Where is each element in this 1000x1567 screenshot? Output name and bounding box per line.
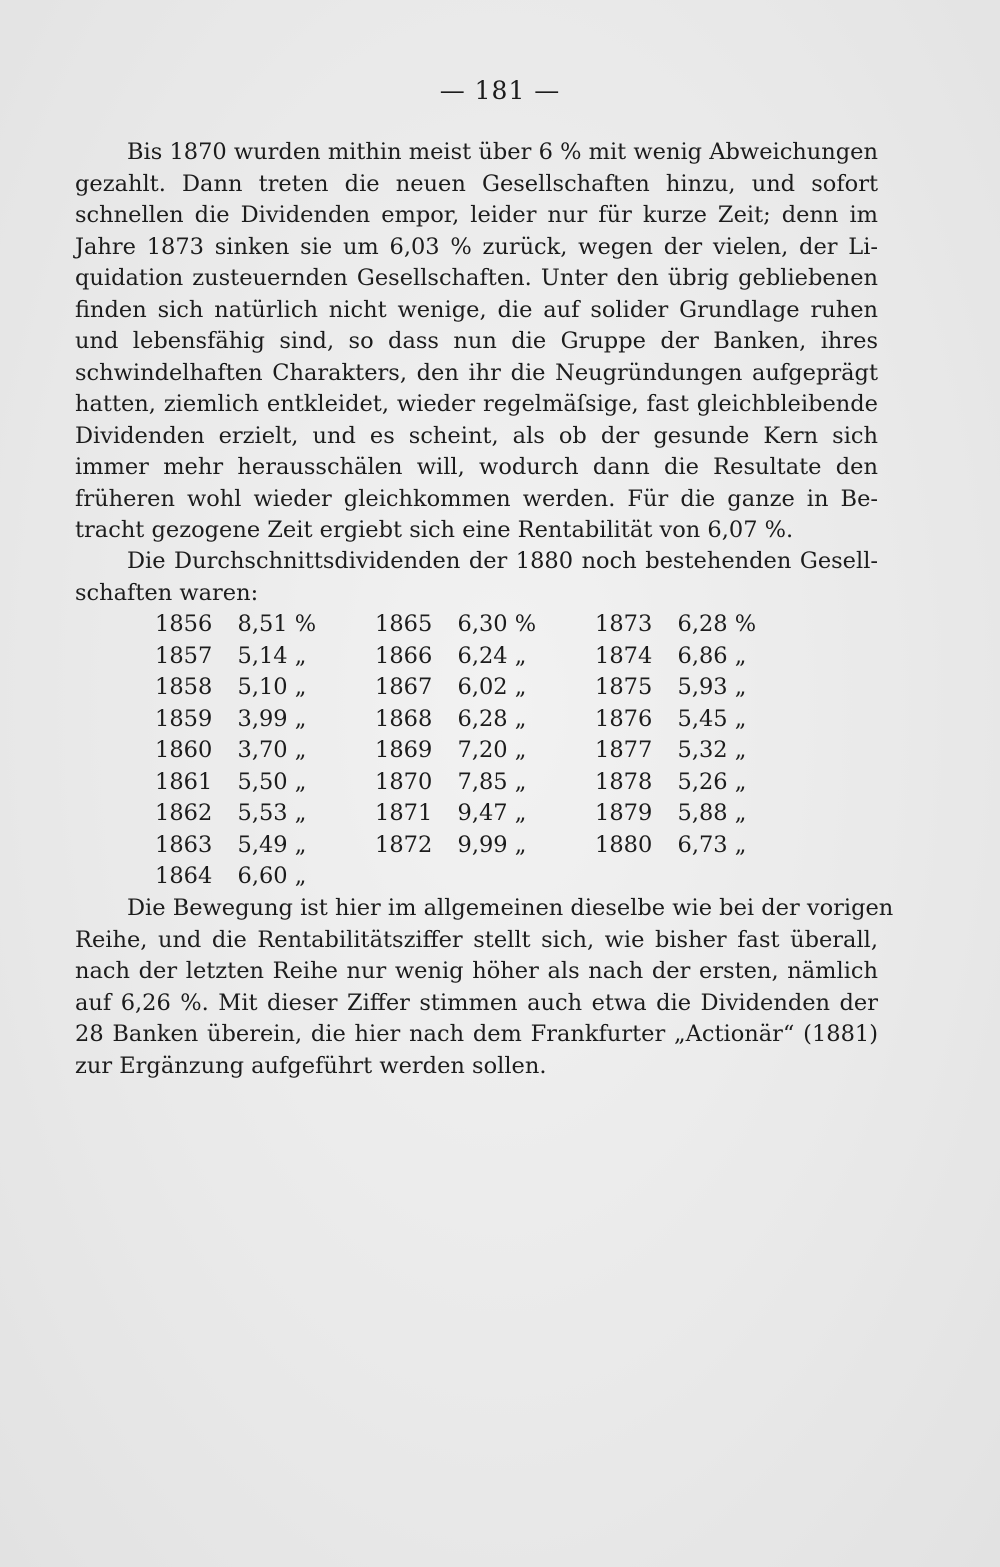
table-row bbox=[155, 798, 815, 830]
table-value: 5,14 „ bbox=[237, 642, 307, 669]
table-year: 1867 bbox=[375, 674, 433, 700]
table-value: 6,60 „ bbox=[237, 863, 307, 889]
table-year: 1871 bbox=[375, 800, 433, 826]
table-value: 6,30 % bbox=[457, 611, 537, 637]
table-year: 1859 bbox=[155, 705, 213, 732]
table-value: 5,45 „ bbox=[677, 705, 747, 732]
table-value: 9,99 „ bbox=[457, 831, 527, 858]
table-year bbox=[375, 861, 458, 893]
table-year: 1860 bbox=[155, 737, 213, 763]
table-value: 5,32 „ bbox=[677, 737, 747, 763]
table-year: 1878 bbox=[595, 768, 653, 795]
table-value: 5,53 „ bbox=[237, 800, 307, 826]
paragraph-table-intro bbox=[75, 546, 878, 609]
text-line: Dividenden erzielt, und es scheint, als ob der gesunde Kern sich bbox=[75, 422, 878, 449]
text-line: schnellen die Dividenden empor, leider nur für kurze Zeit; denn im bbox=[75, 202, 878, 228]
table-year: 1862 bbox=[155, 800, 213, 826]
table-year bbox=[595, 861, 678, 893]
table-year: 1875 bbox=[595, 674, 653, 700]
table-year: 1868 bbox=[375, 705, 433, 732]
table-year: 1857 bbox=[155, 642, 213, 669]
text-line: früheren wohl wieder gleichkommen werden. Für die ganze in Be- bbox=[75, 485, 878, 512]
table-row bbox=[155, 609, 815, 641]
table-value: 5,88 „ bbox=[677, 800, 747, 826]
text-line: Reihe, und die Rentabilitätsziffer stellt sich, wie bisher fast überall, bbox=[75, 926, 878, 953]
table-value: 9,47 „ bbox=[457, 800, 527, 826]
text-line: schwindelhaften Charakters, den ihr die Neugründungen aufgeprägt bbox=[75, 359, 878, 386]
table-year: 1872 bbox=[375, 831, 433, 858]
table-value: 3,99 „ bbox=[237, 705, 307, 732]
table-year: 1874 bbox=[595, 642, 653, 669]
table-value: 6,24 „ bbox=[457, 642, 527, 669]
table-value: 5,10 „ bbox=[237, 674, 307, 700]
table-row bbox=[155, 704, 815, 736]
table-value bbox=[678, 861, 816, 893]
table-value: 7,85 „ bbox=[457, 768, 527, 795]
table-row bbox=[155, 641, 815, 673]
text-line: Jahre 1873 sinken sie um 6,03 % zurück, wegen der vielen, der Li- bbox=[75, 233, 878, 260]
table-year: 1864 bbox=[155, 863, 213, 889]
table-year: 1858 bbox=[155, 674, 213, 700]
text-line: Die Durchschnittsdividenden der 1880 noch bestehenden Gesell- bbox=[127, 548, 878, 574]
text-line: schaften waren: bbox=[75, 579, 259, 606]
text-line: gezahlt. Dann treten die neuen Gesellschaften hinzu, und sofort bbox=[75, 170, 878, 197]
paragraph-movement-discussion bbox=[75, 893, 894, 1082]
table-year: 1873 bbox=[595, 611, 653, 637]
text-line: nach der letzten Reihe nur wenig höher als nach der ersten, nämlich bbox=[75, 958, 878, 984]
table-year: 1863 bbox=[155, 831, 213, 858]
table-year: 1876 bbox=[595, 705, 653, 732]
table-year: 1865 bbox=[375, 611, 433, 637]
table-year: 1870 bbox=[375, 768, 433, 795]
table-row bbox=[155, 672, 815, 704]
table-value: 6,28 „ bbox=[457, 705, 527, 732]
table-value: 8,51 % bbox=[237, 611, 317, 637]
table-value: 6,86 „ bbox=[677, 642, 747, 669]
table-value bbox=[458, 861, 596, 893]
table-year: 1869 bbox=[375, 737, 433, 763]
table-value: 6,02 „ bbox=[457, 674, 527, 700]
text-line: quidation zusteuernden Gesellschaften. Unter den übrig gebliebenen bbox=[75, 265, 878, 291]
table-row bbox=[155, 861, 815, 893]
table-row bbox=[155, 735, 815, 767]
table-year: 1879 bbox=[595, 800, 653, 826]
text-line: tracht gezogene Zeit ergiebt sich eine Rentabilität von 6,07 %. bbox=[75, 517, 794, 543]
table-year: 1861 bbox=[155, 768, 213, 795]
table-value: 3,70 „ bbox=[237, 737, 307, 763]
table-year: 1856 bbox=[155, 611, 213, 637]
table-value: 6,28 % bbox=[677, 611, 757, 637]
table-value: 5,26 „ bbox=[677, 768, 747, 795]
text-line: Bis 1870 wurden mithin meist über 6 % mit wenig Abweichungen bbox=[127, 139, 878, 165]
text-line: finden sich natürlich nicht wenige, die auf solider Grundlage ruhen bbox=[75, 296, 878, 323]
table-year: 1877 bbox=[595, 737, 653, 763]
table-row bbox=[155, 830, 815, 862]
table-value: 5,50 „ bbox=[237, 768, 307, 795]
table-row bbox=[155, 767, 815, 799]
paragraph-rentability-discussion bbox=[75, 137, 878, 547]
text-line: Die Bewegung ist hier im allgemeinen dieselbe wie bei der vorigen bbox=[127, 895, 894, 921]
text-line: 28 Banken überein, die hier nach dem Frankfurter „Actionär“ (1881) bbox=[75, 1021, 878, 1047]
table-year: 1866 bbox=[375, 642, 433, 669]
text-line: zur Ergänzung aufgeführt werden sollen. bbox=[75, 1052, 547, 1079]
text-line: hatten, ziemlich entkleidet, wieder regelmäſsige, fast gleichbleibende bbox=[75, 391, 878, 417]
table-value: 5,49 „ bbox=[237, 831, 307, 858]
table-value: 7,20 „ bbox=[457, 737, 527, 763]
table-value: 6,73 „ bbox=[677, 831, 747, 858]
text-line: auf 6,26 %. Mit dieser Ziffer stimmen auch etwa die Dividenden der bbox=[75, 989, 878, 1016]
dividend-table bbox=[155, 609, 815, 893]
text-line: immer mehr herausschälen will, wodurch dann die Resultate den bbox=[75, 454, 878, 480]
page-number: — 181 — bbox=[439, 76, 561, 105]
table-value: 5,93 „ bbox=[677, 674, 747, 700]
table-year: 1880 bbox=[595, 831, 653, 858]
text-line: und lebensfähig sind, so dass nun die Gruppe der Banken, ihres bbox=[75, 328, 878, 354]
